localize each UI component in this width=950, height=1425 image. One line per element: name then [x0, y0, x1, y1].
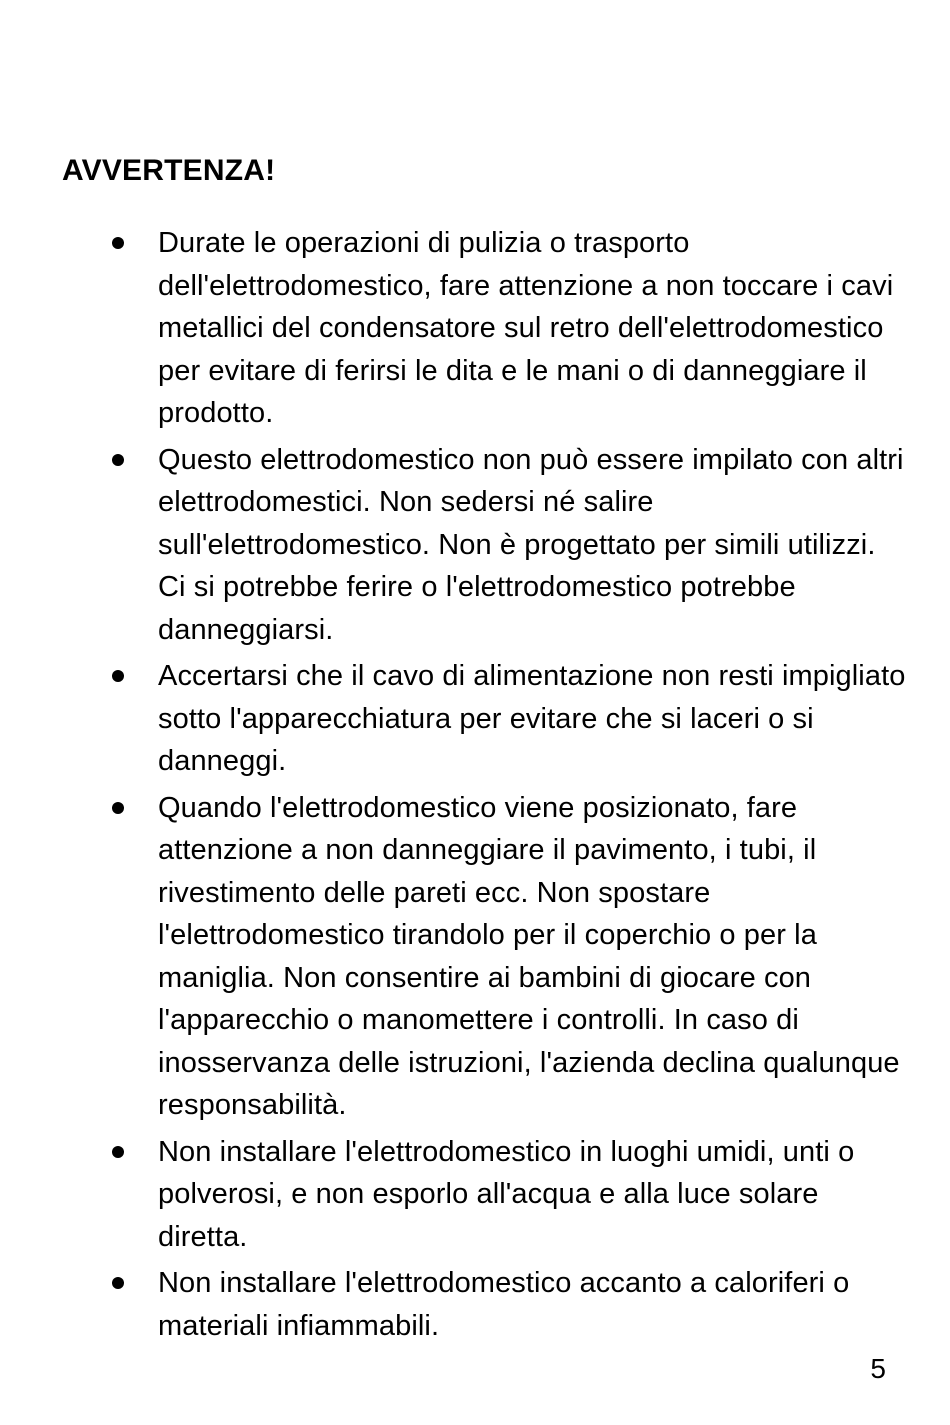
bullet-icon — [112, 237, 124, 249]
list-item — [110, 787, 910, 1127]
bullet-icon — [112, 454, 124, 466]
list-item-text: Non installare l'elettrodomestico accanto a caloriferi o materiali infiammabili. — [158, 1267, 850, 1342]
bullet-icon — [112, 670, 124, 682]
warning-heading: AVVERTENZA! — [62, 154, 276, 187]
bullet-icon — [112, 1277, 124, 1289]
bullet-icon — [112, 802, 124, 814]
list-item-text: Questo elettrodomestico non può essere impilato con altri elettrodomestici. Non sedersi né salire sull'elettrodomestico. Non è progettato per simili utilizzi. Ci si potrebbe ferire o l'elettrodomestico potrebbe danneggiarsi. — [158, 443, 904, 646]
list-item — [110, 439, 910, 652]
list-item — [110, 1131, 910, 1259]
list-item — [110, 1262, 910, 1347]
list-item — [110, 655, 910, 783]
page-number: 5 — [870, 1353, 886, 1384]
list-item-text: Accertarsi che il cavo di alimentazione non resti impigliato sotto l'apparecchiatura per evitare che si laceri o si danneggi. — [158, 660, 906, 777]
list-item — [110, 222, 910, 435]
list-item-text: Non installare l'elettrodomestico in luoghi umidi, unti o polverosi, e non esporlo all'acqua e alla luce solare diretta. — [158, 1135, 855, 1253]
bullet-icon — [112, 1146, 124, 1158]
warning-list — [110, 222, 910, 1351]
list-item-text: Durate le operazioni di pulizia o trasporto dell'elettrodomestico, fare attenzione a non toccare i cavi metallici del condensatore sul retro dell'elettrodomestico per evitare di ferirsi le dita e le mani o di danneggiare il prodotto. — [158, 227, 894, 429]
list-item-text: Quando l'elettrodomestico viene posizionato, fare attenzione a non danneggiare il pavimento, i tubi, il rivestimento delle pareti ecc. Non spostare l'elettrodomestico tirandolo per il coperchio o per la maniglia. Non consentire ai bambini di giocare con l'apparecchio o manomettere i controlli. In caso di inosservanza delle istruzioni, l'azienda declina qualunque responsabilità. — [158, 791, 900, 1121]
